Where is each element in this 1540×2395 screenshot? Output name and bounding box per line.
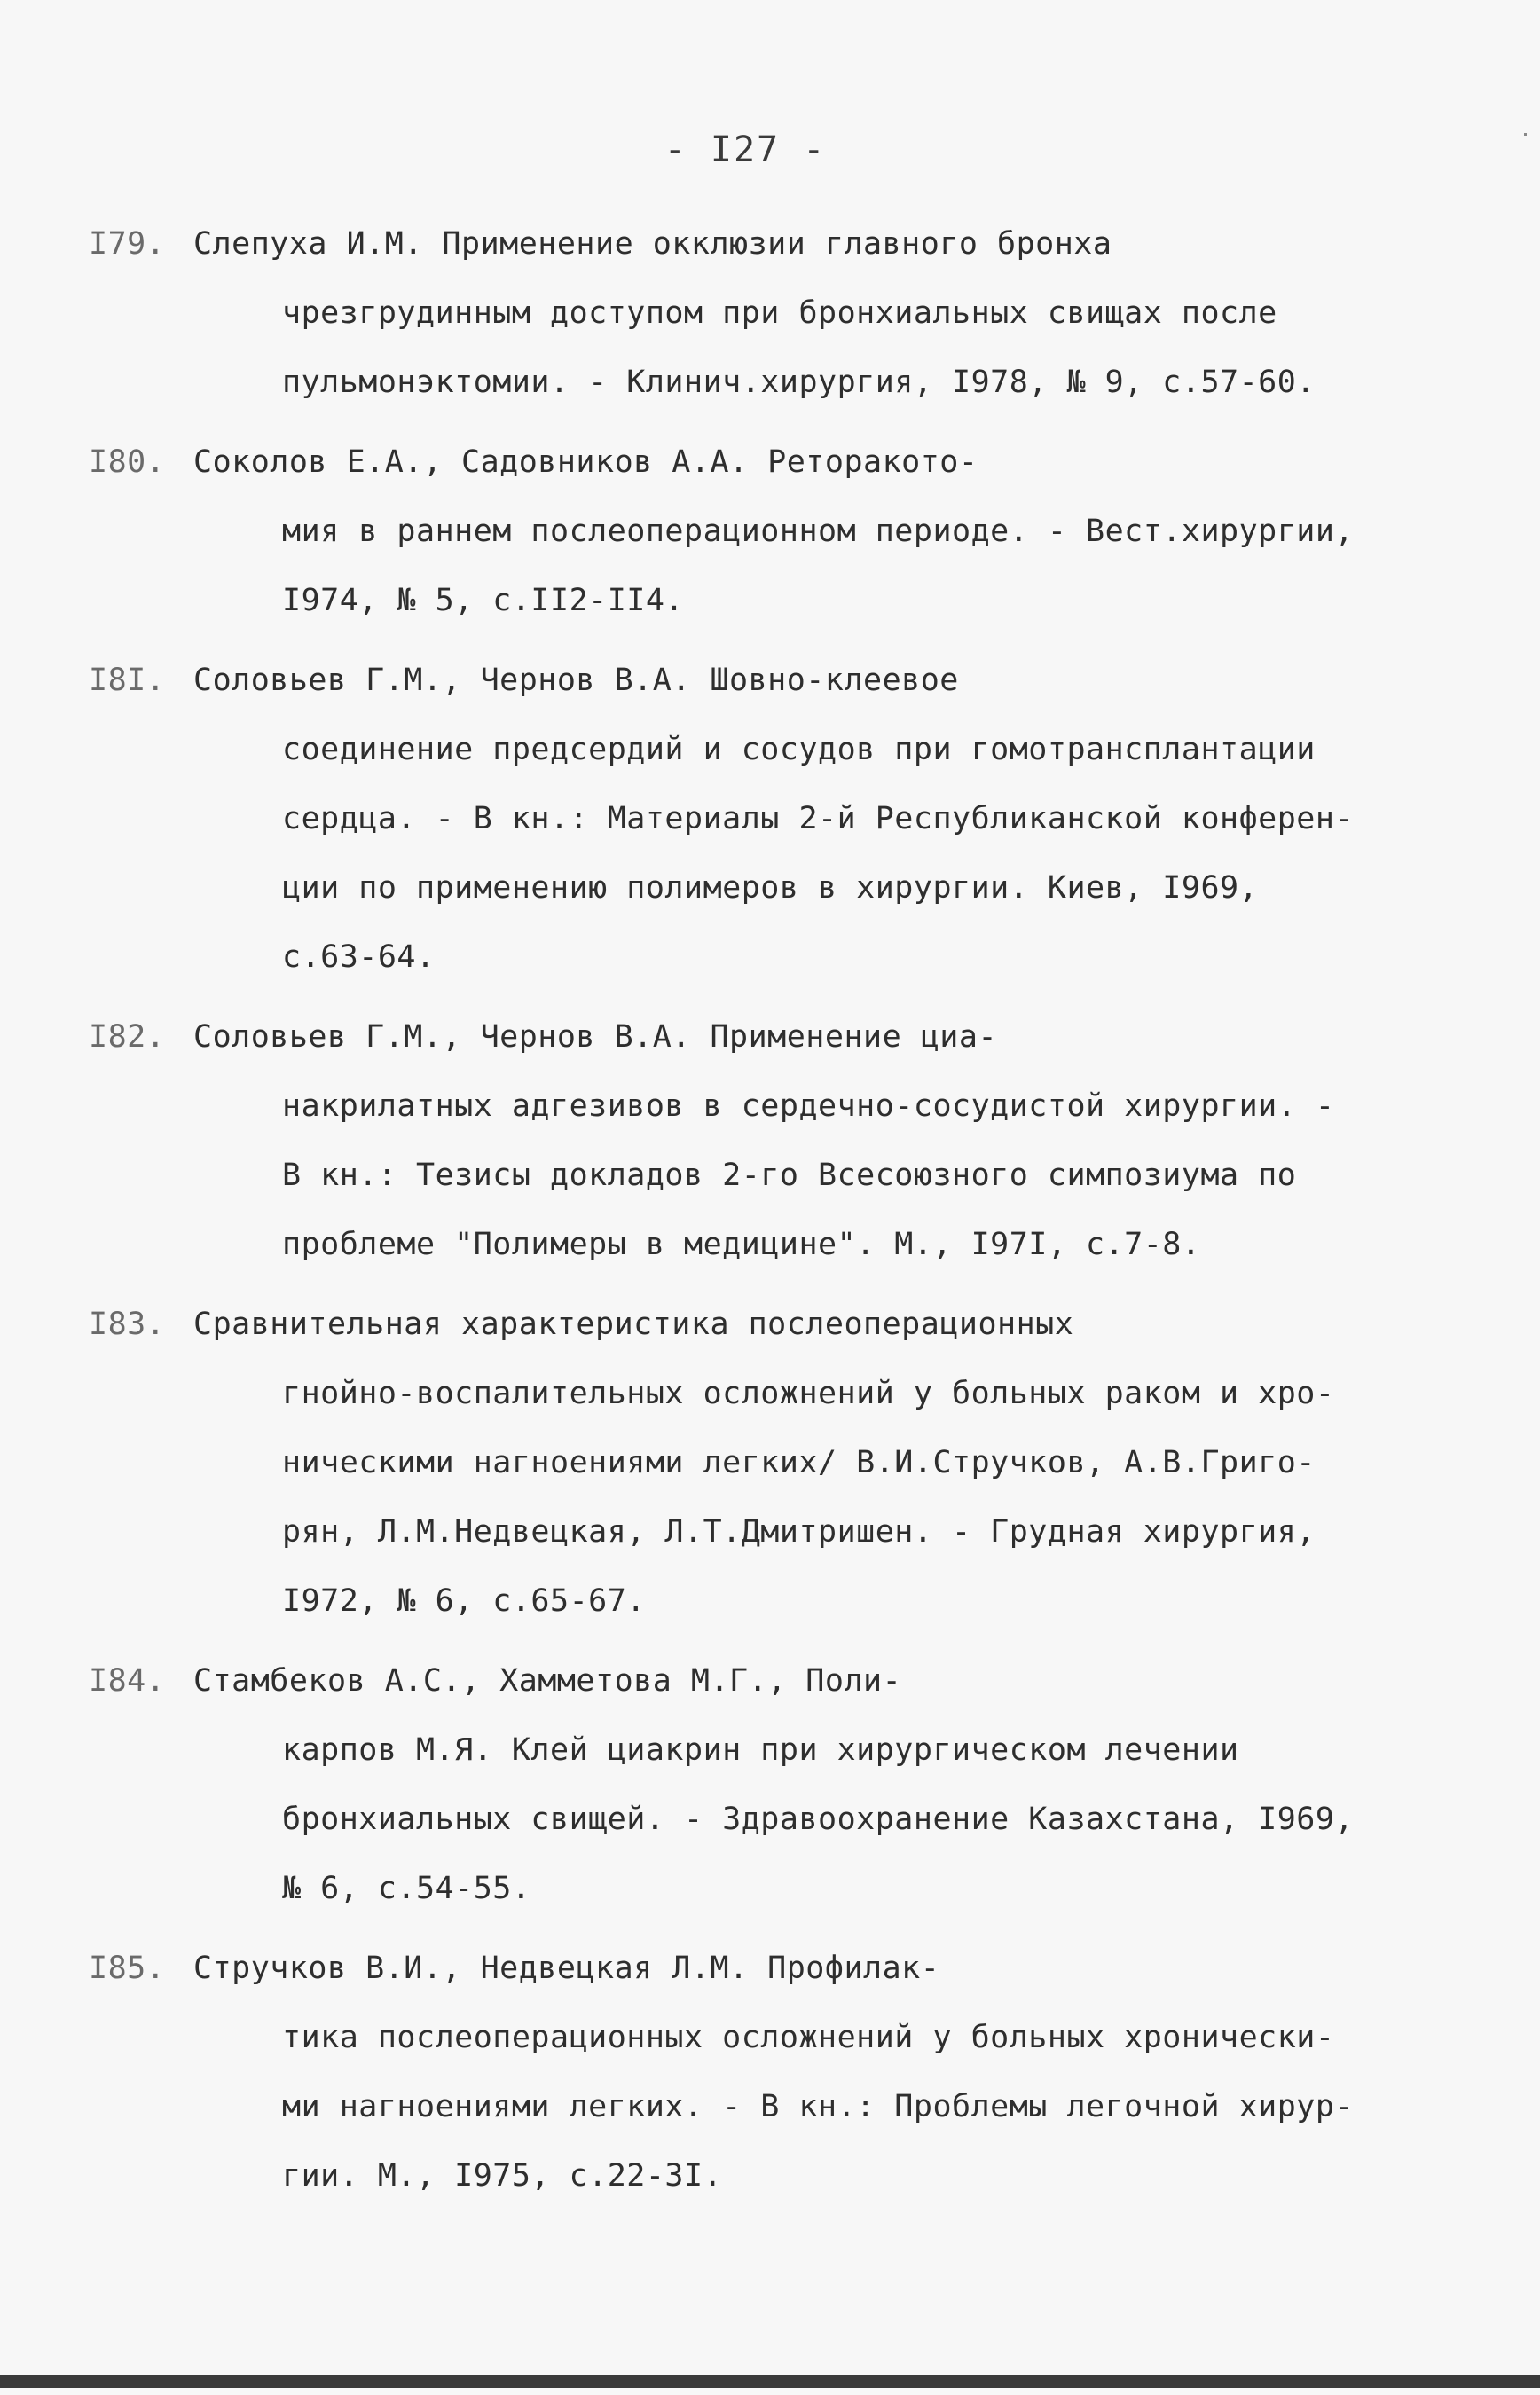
scan-bottom-edge	[0, 2375, 1540, 2388]
reference-line: чрезгрудинным доступом при бронхиальных свищах после	[282, 295, 1277, 331]
reference-line: Соловьев Г.М., Чернов В.А. Применение циа-	[193, 1019, 998, 1055]
reference-number: I79.	[89, 226, 166, 262]
reference-first-line	[89, 1290, 1473, 1359]
reference-first-line	[89, 209, 1473, 279]
reference-number: I85.	[89, 1951, 166, 1986]
reference-entry	[89, 1290, 1473, 1636]
page-number: - I27 -	[664, 130, 827, 170]
reference-list	[89, 209, 1473, 2221]
reference-number: I84.	[89, 1663, 166, 1699]
reference-entry	[89, 1002, 1473, 1279]
reference-number: I82.	[89, 1019, 166, 1055]
reference-line: гнойно-воспалительных осложнений у больных раком и хро-	[282, 1376, 1335, 1411]
reference-entry	[89, 209, 1473, 417]
reference-line: накрилатных адгезивов в сердечно-сосудистой хирургии. -	[282, 1088, 1335, 1124]
reference-line: карпов М.Я. Клей циакрин при хирургическом лечении	[282, 1732, 1239, 1768]
reference-entry	[89, 1934, 1473, 2210]
reference-line: сердца. - В кн.: Материалы 2-й Республиканской конферен-	[282, 801, 1355, 836]
reference-line: I972, № 6, с.65-67.	[282, 1583, 646, 1619]
reference-first-line	[89, 646, 1473, 715]
reference-first-line	[89, 428, 1473, 497]
reference-first-line	[89, 1002, 1473, 1072]
reference-line: I974, № 5, с.II2-II4.	[282, 583, 685, 618]
reference-line: проблеме "Полимеры в медицине". М., I97I, с.7-8.	[282, 1227, 1201, 1262]
reference-line: тика послеоперационных осложнений у больных хронически-	[282, 2020, 1335, 2055]
reference-line: Сравнительная характеристика послеоперационных	[193, 1307, 1074, 1342]
reference-line: В кн.: Тезисы докладов 2-го Всесоюзного симпозиума по	[282, 1158, 1297, 1193]
reference-entry	[89, 1646, 1473, 1923]
reference-number: I8I.	[89, 663, 166, 698]
reference-number: I83.	[89, 1307, 166, 1342]
reference-line: ми нагноениями легких. - В кн.: Проблемы легочной хирур-	[282, 2089, 1355, 2124]
reference-line: пульмонэктомии. - Клинич.хирургия, I978, № 9, с.57-60.	[282, 365, 1316, 400]
reference-first-line	[89, 1934, 1473, 2003]
reference-line: мия в раннем послеоперационном периоде. - Вест.хирургии,	[282, 514, 1355, 549]
reference-line: гии. М., I975, с.22-3I.	[282, 2158, 723, 2194]
scan-speck	[1524, 133, 1527, 136]
reference-line: Соколов Е.А., Садовников А.А. Реторакото-	[193, 444, 978, 480]
reference-line: ническими нагноениями легких/ В.И.Стручков, А.В.Григо-	[282, 1445, 1316, 1480]
reference-line: № 6, с.54-55.	[282, 1871, 531, 1906]
reference-line: Стручков В.И., Недвецкая Л.М. Профилак-	[193, 1951, 940, 1986]
reference-line: Соловьев Г.М., Чернов В.А. Шовно-клеевое	[193, 663, 959, 698]
reference-line: Слепуха И.М. Применение окклюзии главного бронха	[193, 226, 1112, 262]
reference-first-line	[89, 1646, 1473, 1716]
reference-line: Стамбеков А.С., Хамметова М.Г., Поли-	[193, 1663, 902, 1699]
reference-number: I80.	[89, 444, 166, 480]
reference-line: ции по применению полимеров в хирургии. Киев, I969,	[282, 870, 1259, 906]
reference-entry	[89, 646, 1473, 992]
reference-line: рян, Л.М.Недвецкая, Л.Т.Дмитришен. - Грудная хирургия,	[282, 1514, 1316, 1550]
reference-line: соединение предсердий и сосудов при гомотрансплантации	[282, 732, 1316, 767]
reference-line: с.63-64.	[282, 939, 436, 975]
reference-entry	[89, 428, 1473, 635]
reference-line: бронхиальных свищей. - Здравоохранение Казахстана, I969,	[282, 1802, 1355, 1837]
